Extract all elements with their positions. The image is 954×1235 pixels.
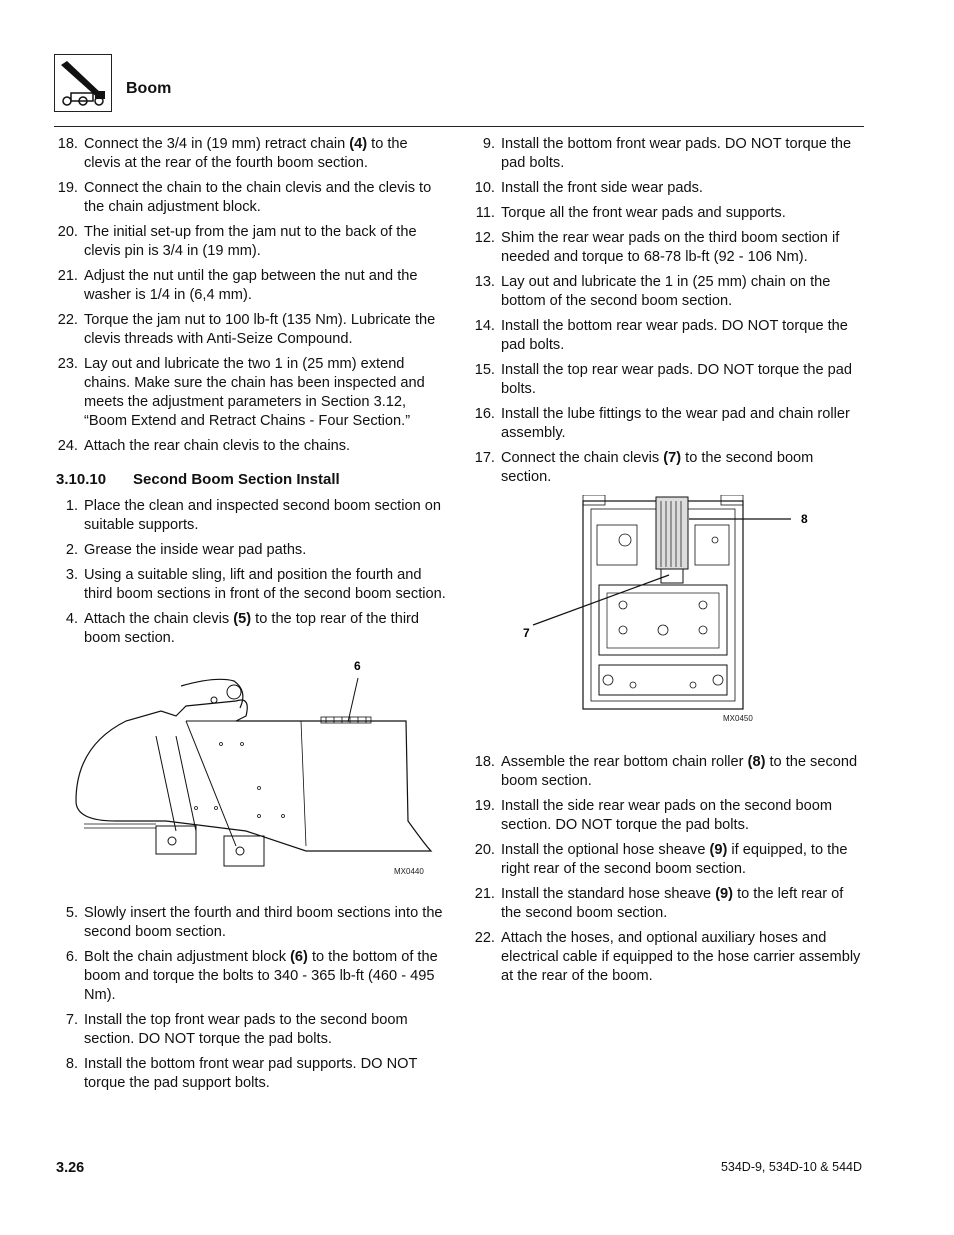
step-18-right: 18. Assemble the rear bottom chain roller (8) to the second boom section.: [474, 754, 858, 789]
figure-boom-section-insert: [56, 656, 448, 892]
step-3: 3. Using a suitable sling, lift and position the fourth and third boom sections in front of the second boom section.: [65, 567, 446, 602]
step-5: 5. Slowly insert the fourth and third boom sections into the second boom section.: [65, 905, 443, 940]
step-15: 15. Install the top rear wear pads. DO NOT torque the pad bolts.: [474, 362, 852, 397]
model-list: 534D-9, 534D-10 & 544D: [720, 1160, 862, 1174]
step-24: 24. Attach the rear chain clevis to the chains.: [57, 438, 351, 454]
step-19: 19. Connect the chain to the chain clevis and the clevis to the chain adjustment block.: [57, 180, 432, 215]
step-17: 17. Connect the chain clevis (7) to the second boom section.: [474, 450, 814, 485]
step-list-install: [56, 497, 448, 648]
step-6: 6. Bolt the chain adjustment block (6) to the bottom of the boom and torque the bolts to 340 - 365 lb-ft (460 - 495 Nm).: [65, 949, 438, 1003]
step-18: 18. Connect the 3/4 in (19 mm) retract chain (4) to the clevis at the rear of the fourth boom section.: [57, 136, 408, 171]
step-list-rear-assembly: [473, 753, 865, 986]
step-12: 12. Shim the rear wear pads on the third boom section if needed and torque to 68-78 lb-ft (92 - 106 Nm).: [474, 230, 840, 265]
figure-code-mx0450: MX0450: [723, 714, 753, 723]
callout-8: 8: [801, 512, 808, 526]
callout-7: 7: [523, 626, 530, 640]
callout-6: 6: [354, 659, 361, 673]
left-column: [56, 135, 448, 1099]
step-1: 1. Place the clean and inspected second boom section on suitable supports.: [65, 498, 441, 533]
step-22-right: 22. Attach the hoses, and optional auxiliary hoses and electrical cable if equipped to the hose carrier assembly at the rear of the boom.: [474, 930, 861, 984]
figure-boom-rear-view: [473, 495, 865, 741]
page-header-title: Boom: [126, 80, 172, 97]
page-number: 3.26: [56, 1160, 85, 1176]
step-8: 8. Install the bottom front wear pad supports. DO NOT torque the pad support bolts.: [65, 1056, 418, 1091]
step-16: 16. Install the lube fittings to the wear pad and chain roller assembly.: [474, 406, 850, 441]
step-4: 4. Attach the chain clevis (5) to the top rear of the third boom section.: [65, 611, 420, 646]
section-number: 3.10.10: [56, 471, 107, 488]
step-20-right: 20. Install the optional hose sheave (9) if equipped, to the right rear of the second boom section.: [474, 842, 848, 877]
step-list-wear-pads: [56, 904, 448, 1093]
section-heading: [56, 470, 448, 489]
right-column: [473, 135, 865, 992]
header-divider: [54, 126, 864, 127]
figure-code-mx0440: MX0440: [394, 867, 424, 876]
step-21-right: 21. Install the standard hose sheave (9) to the left rear of the second boom section.: [474, 886, 844, 921]
step-20: 20. The initial set-up from the jam nut to the back of the clevis pin is 3/4 in (19 mm).: [57, 224, 417, 259]
step-11: 11. Torque all the front wear pads and supports.: [475, 205, 786, 221]
step-list-retract-chain: [56, 135, 448, 456]
step-10: 10. Install the front side wear pads.: [474, 180, 703, 196]
step-14: 14. Install the bottom rear wear pads. DO NOT torque the pad bolts.: [474, 318, 848, 353]
boom-machine-icon: [54, 54, 112, 112]
section-title: Second Boom Section Install: [133, 471, 340, 488]
step-21: 21. Adjust the nut until the gap between the nut and the washer is 1/4 in (6,4 mm).: [57, 268, 418, 303]
step-13: 13. Lay out and lubricate the 1 in (25 mm) chain on the bottom of the second boom section.: [474, 274, 831, 309]
step-9: 9. Install the bottom front wear pads. DO NOT torque the pad bolts.: [482, 136, 852, 171]
step-7: 7. Install the top front wear pads to the second boom section. DO NOT torque the pad bolts.: [65, 1012, 408, 1047]
step-list-front-pads: [473, 135, 865, 487]
step-2: 2. Grease the inside wear pad paths.: [65, 542, 307, 558]
step-23: 23. Lay out and lubricate the two 1 in (25 mm) extend chains. Make sure the chain has been inspected and meets the adjustment parameters in Section 3.12, “Boom Extend and Retract Chains - Four Section.”: [57, 356, 425, 429]
step-19-right: 19. Install the side rear wear pads on the second boom section. DO NOT torque the pad bolts.: [474, 798, 832, 833]
step-22: 22. Torque the jam nut to 100 lb-ft (135 Nm). Lubricate the clevis threads with Anti-Seize Compound.: [57, 312, 436, 347]
